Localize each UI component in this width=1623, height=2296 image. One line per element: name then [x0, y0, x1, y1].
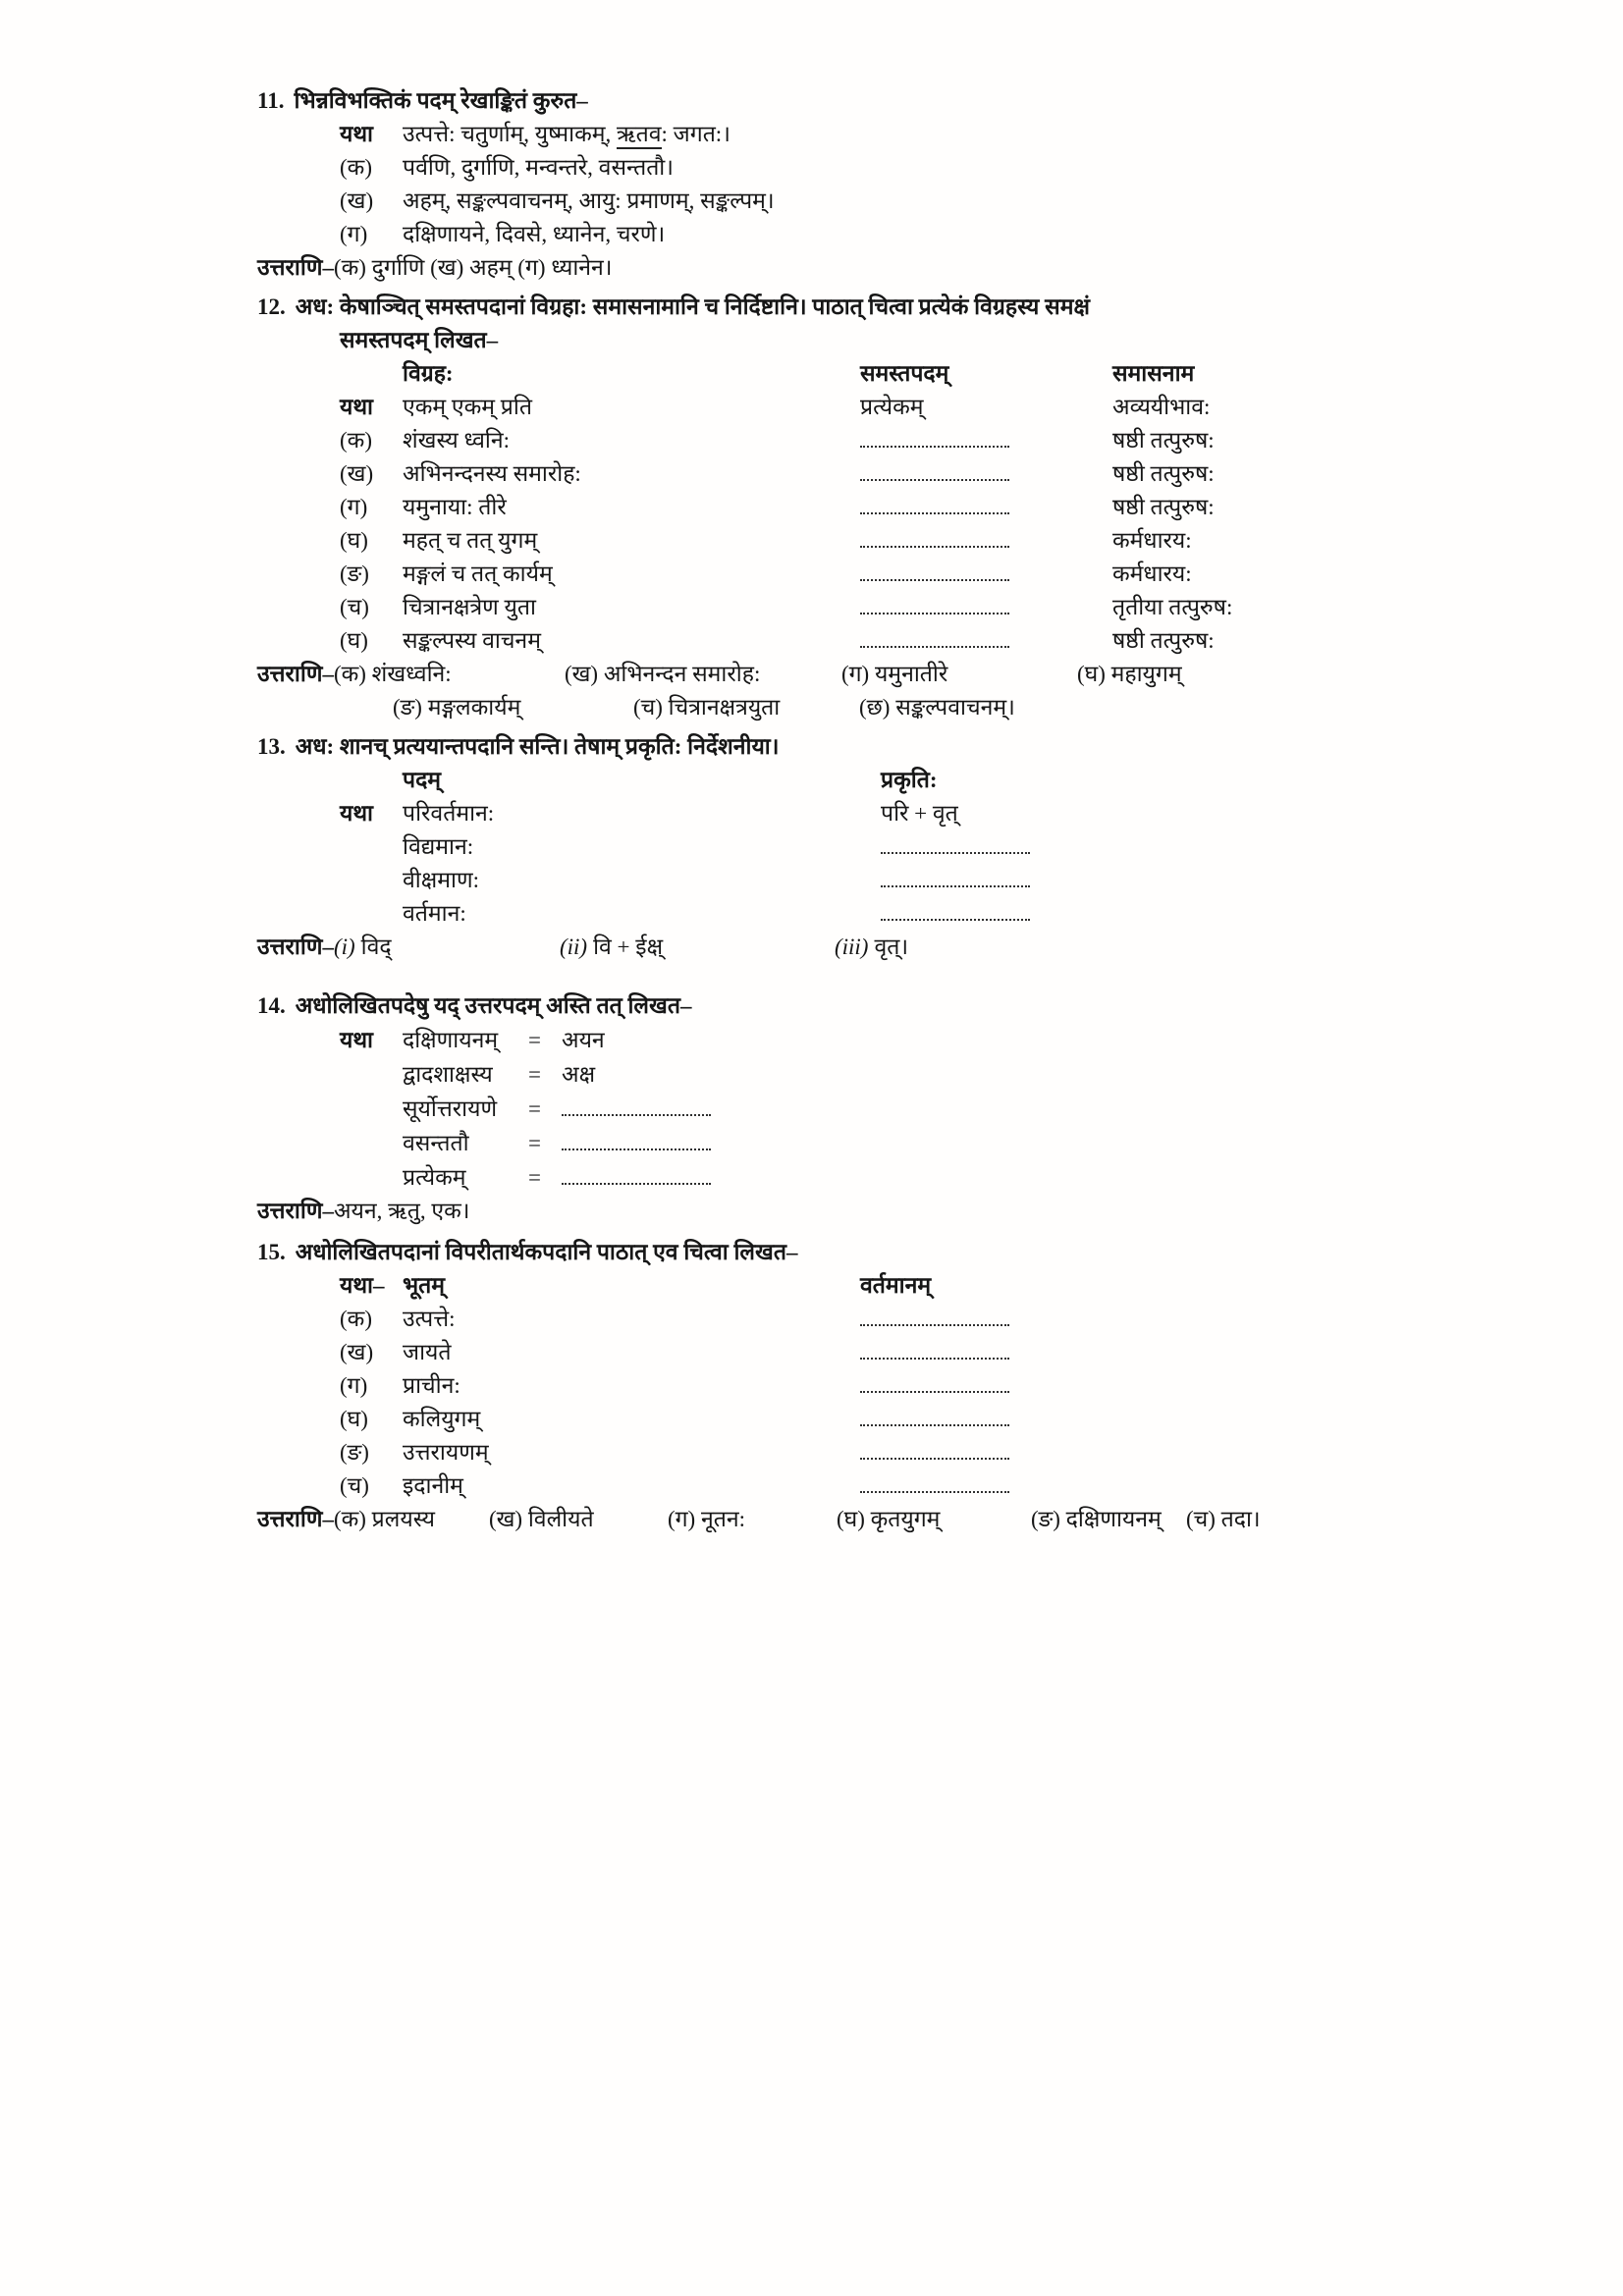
option-text: अहम्, सङ्कल्पवाचनम्, आयु: प्रमाणम्, सङ्कल्पम्। [403, 188, 775, 213]
table-row [340, 1057, 1453, 1092]
row-label: (घ) [340, 1407, 368, 1431]
blank-dots [860, 466, 1009, 481]
word-text: कलियुगम् [403, 1407, 481, 1431]
question-15-heading [257, 1236, 1453, 1269]
question-title: अध: शानच् प्रत्ययान्तपदानि सन्ति। तेषाम् प्रकृति: निर्देशनीया। [295, 734, 780, 759]
samasa-name: अव्ययीभाव: [1112, 395, 1211, 419]
question-title: भिन्नविभक्तिकं पदम् रेखाङ्कितं कुरुत– [294, 88, 588, 113]
table-row [340, 391, 1453, 424]
answer-label: उत्तराणि– [257, 662, 334, 686]
blank-slot [860, 424, 1112, 457]
table-row [340, 424, 1453, 457]
answer-item: (क) प्रलयस्य [333, 1507, 435, 1531]
vigraha-text: शंखस्य ध्वनि: [403, 428, 511, 453]
roman-numeral: (iii) [834, 934, 869, 959]
option-label: (ग) [340, 222, 368, 246]
vigraha-text: यमुनाया: तीरे [403, 495, 507, 519]
blank-slot [860, 1369, 1009, 1403]
table-row [340, 1403, 1453, 1436]
samasa-name: कर्मधारय: [1112, 561, 1192, 586]
answer-text: विद् [360, 934, 392, 959]
option-text: दक्षिणायने, दिवसे, ध्यानेन, चरणे। [403, 222, 666, 246]
table-row [340, 1092, 1453, 1126]
blank-slot [860, 1469, 1009, 1503]
samasa-name: कर्मधारय: [1112, 528, 1192, 553]
vigraha-text: महत् च तत् युगम् [403, 528, 538, 553]
vigraha-text: सङ्कल्पस्य वाचनम् [403, 628, 541, 653]
row-label: (ख) [340, 1340, 374, 1364]
table-row [340, 1126, 1453, 1160]
column-header-samastapadam: समस्तपदम् [860, 361, 949, 386]
table-row [340, 457, 1453, 491]
row-label: (घ) [340, 528, 368, 553]
table-row [340, 1436, 1453, 1469]
question-number: 14. [257, 993, 286, 1018]
table-row [340, 897, 1453, 931]
example-text: उत्पत्ते: चतुर्णाम्, युष्माकम्, [403, 122, 618, 146]
blank-dots [860, 500, 1009, 514]
question-number: 12. [257, 294, 286, 319]
table-row [340, 1369, 1453, 1403]
question-15 [257, 1236, 1453, 1536]
column-header-prakriti: प्रकृति: [881, 768, 938, 792]
answer-item [334, 931, 560, 964]
blank-slot [562, 1092, 711, 1126]
word-text: वर्तमान: [403, 901, 466, 926]
vigraha-text: अभिनन्दनस्य समारोह: [403, 461, 581, 486]
prakriti-value: परि + वृत् [881, 801, 958, 826]
example-text-end: : जगत:। [661, 122, 730, 146]
table-row [340, 1303, 1453, 1336]
answer-line [257, 251, 1453, 285]
question-title: अधोलिखितपदेषु यद् उत्तरपदम् अस्ति तत् लिखत– [295, 993, 692, 1018]
samasa-name: षष्ठी तत्पुरुष: [1112, 628, 1215, 653]
option-line [340, 151, 1453, 185]
question-number: 11. [257, 88, 285, 113]
blank-slot [860, 591, 1112, 624]
blank-slot [881, 897, 1453, 931]
blank-slot [562, 1126, 711, 1160]
row-label: यथा [340, 801, 373, 826]
option-label: (ख) [340, 188, 374, 213]
equals-sign: = [528, 1028, 541, 1052]
blank-dots [562, 1101, 711, 1116]
answer-item [560, 931, 835, 964]
blank-slot [860, 491, 1112, 524]
answer-item: (क) शंखध्वनि: [333, 662, 452, 686]
answer-text: (क) दुर्गाणि (ख) अहम् (ग) ध्यानेन। [333, 255, 613, 280]
row-label: (ग) [340, 1373, 368, 1398]
blank-dots [860, 433, 1009, 448]
equals-sign: = [528, 1165, 541, 1190]
answer-item: (छ) सङ्कल्पवाचनम्। [859, 695, 1015, 720]
blank-slot [860, 1336, 1009, 1369]
underlined-word: ऋतव [617, 122, 662, 149]
blank-slot [860, 1436, 1009, 1469]
word-text: वसन्ततौ [403, 1131, 469, 1155]
answer-item: (घ) महायुगम् [1076, 662, 1182, 686]
option-label: (क) [340, 155, 372, 180]
vigraha-text: मङ्गलं च तत् कार्यम् [403, 561, 553, 586]
answer-item: (घ) कृतयुगम् [836, 1507, 941, 1531]
blank-slot [881, 830, 1453, 864]
blank-slot [860, 1303, 1009, 1336]
word-text: वीक्षमाण: [403, 868, 479, 892]
blank-slot [860, 624, 1112, 658]
row-label: (घ) [340, 628, 368, 653]
samasa-name: षष्ठी तत्पुरुष: [1112, 428, 1215, 453]
option-text: पर्वणि, दुर्गाणि, मन्वन्तरे, वसन्ततौ। [403, 155, 674, 180]
answer-line [257, 1195, 1453, 1228]
answer-label: उत्तराणि– [257, 1507, 334, 1531]
blank-slot [860, 1403, 1009, 1436]
blank-dots [860, 566, 1009, 581]
answer-line [257, 931, 1453, 964]
word-text: द्वादशाक्षस्य [403, 1062, 493, 1087]
column-header-vartamanam: वर्तमानम् [860, 1273, 932, 1298]
word-text: इदानीम् [403, 1473, 463, 1498]
example-header-row [340, 1269, 1453, 1303]
question-number: 15. [257, 1240, 286, 1264]
blank-dots [881, 906, 1030, 921]
question-title: अध: केषाञ्चित् समस्तपदानां विग्रहा: समासनामानि च निर्दिष्टानि। पाठात् चित्वा प्रत्येकं विग्रहस्य समक्षं [295, 294, 1090, 319]
roman-numeral: (ii) [559, 934, 588, 959]
answer-item: (ङ) दक्षिणायनम् [1030, 1507, 1162, 1531]
question-title: अधोलिखितपदानां विपरीतार्थकपदानि पाठात् एव चित्वा लिखत– [295, 1240, 798, 1264]
table-row [340, 864, 1453, 897]
blank-dots [562, 1136, 711, 1150]
word-text: प्रत्येकम् [403, 1165, 466, 1190]
table-row [340, 591, 1453, 624]
blank-slot [860, 524, 1112, 558]
vigraha-text: एकम् एकम् प्रति [403, 395, 532, 419]
table-row [340, 558, 1453, 591]
table-row [340, 1023, 1453, 1057]
roman-numeral: (i) [333, 934, 355, 959]
samasa-name: तृतीया तत्पुरुष: [1112, 595, 1233, 619]
blank-dots [860, 1445, 1009, 1460]
answer-item: (ख) अभिनन्दन समारोह: [564, 662, 761, 686]
row-label: (च) [340, 595, 369, 619]
example-word: भूतम् [403, 1273, 446, 1298]
table-header-row [340, 357, 1453, 391]
blank-dots [860, 1478, 1009, 1493]
question-11-heading [257, 84, 1453, 118]
row-label: (च) [340, 1473, 369, 1498]
question-number: 13. [257, 734, 286, 759]
question-12-heading-line2: समस्तपदम् लिखत– [340, 328, 499, 352]
blank-dots [860, 600, 1009, 614]
example-label: यथा [340, 122, 373, 146]
answer-label: उत्तराणि– [257, 255, 334, 280]
word-text: उत्पत्ते: [403, 1307, 456, 1331]
word-text: दक्षिणायनम् [403, 1028, 499, 1052]
table-header-row [340, 764, 1453, 797]
column-header-padam: पदम् [403, 768, 442, 792]
blank-dots [881, 873, 1030, 887]
row-label: यथा [340, 395, 373, 419]
blank-dots [860, 1412, 1009, 1426]
uttarapada-value: अक्ष [562, 1062, 596, 1087]
question-13-heading [257, 730, 1453, 764]
answer-line [257, 658, 1453, 691]
word-text: जायते [403, 1340, 452, 1364]
answer-item: (ग) यमुनातीरे [840, 662, 948, 686]
equals-sign: = [528, 1096, 541, 1121]
row-label: (ङ) [340, 561, 369, 586]
column-header-vigraha: विग्रह: [403, 361, 454, 386]
row-label: यथा [340, 1028, 373, 1052]
question-14-heading [257, 989, 1453, 1023]
question-11 [257, 84, 1453, 285]
answer-text: वि + ईक्ष् [593, 934, 664, 959]
table-row [340, 797, 1453, 830]
answer-item [835, 931, 908, 964]
answer-item: (ग) नूतन: [667, 1507, 746, 1531]
answer-text: अयन, ऋतु, एक। [333, 1199, 470, 1223]
answer-item: (ख) विलीयते [488, 1507, 594, 1531]
row-label: (क) [340, 1307, 372, 1331]
word-text: विद्यमान: [403, 834, 474, 859]
table-row [340, 624, 1453, 658]
table-row [340, 491, 1453, 524]
blank-slot [860, 558, 1112, 591]
blank-dots [860, 1311, 1009, 1326]
answer-text: वृत्। [874, 934, 909, 959]
equals-sign: = [528, 1062, 541, 1087]
table-row [340, 1469, 1453, 1503]
answer-label: उत्तराणि– [257, 1199, 334, 1223]
samasa-name: षष्ठी तत्पुरुष: [1112, 461, 1215, 486]
word-text: सूर्योत्तरायणे [403, 1096, 498, 1121]
blank-dots [881, 839, 1030, 854]
blank-slot [860, 457, 1112, 491]
blank-dots [562, 1170, 711, 1185]
example-label: यथा– [340, 1273, 385, 1298]
question-12 [257, 291, 1453, 724]
row-label: (क) [340, 428, 372, 453]
blank-dots [860, 633, 1009, 648]
blank-slot [881, 864, 1453, 897]
table-row [340, 1160, 1453, 1195]
question-12-heading-line1 [257, 291, 1453, 324]
answer-item: (च) चित्रानक्षत्रयुता [633, 695, 781, 720]
answer-line [257, 1503, 1453, 1536]
question-14 [257, 989, 1453, 1228]
blank-dots [860, 1345, 1009, 1360]
blank-dots [860, 533, 1009, 548]
column-header-samasanama: समासनाम [1112, 361, 1195, 386]
option-line [340, 218, 1453, 251]
samasta-text: प्रत्येकम् [860, 395, 924, 419]
answer-item: (ङ) मङ्गलकार्यम् [393, 695, 521, 720]
blank-dots [860, 1378, 1009, 1393]
question-13 [257, 730, 1453, 964]
answer-line-2 [393, 691, 1453, 724]
row-label: (ङ) [340, 1440, 369, 1465]
option-line [340, 185, 1453, 218]
samasa-name: षष्ठी तत्पुरुष: [1112, 495, 1215, 519]
row-label: (ग) [340, 495, 368, 519]
answer-label: उत्तराणि– [257, 934, 334, 959]
blank-slot [562, 1160, 711, 1195]
table-row [340, 1336, 1453, 1369]
word-text: उत्तरायणम् [403, 1440, 489, 1465]
page-content [257, 84, 1453, 1542]
table-row [340, 524, 1453, 558]
vigraha-text: चित्रानक्षत्रेण युता [403, 595, 536, 619]
row-label: (ख) [340, 461, 374, 486]
answer-item: (च) तदा। [1185, 1507, 1261, 1531]
example-line [340, 118, 1453, 151]
equals-sign: = [528, 1131, 541, 1155]
word-text: प्राचीन: [403, 1373, 460, 1398]
uttarapada-value: अयन [562, 1028, 605, 1052]
table-row [340, 830, 1453, 864]
word-text: परिवर्तमान: [403, 801, 495, 826]
